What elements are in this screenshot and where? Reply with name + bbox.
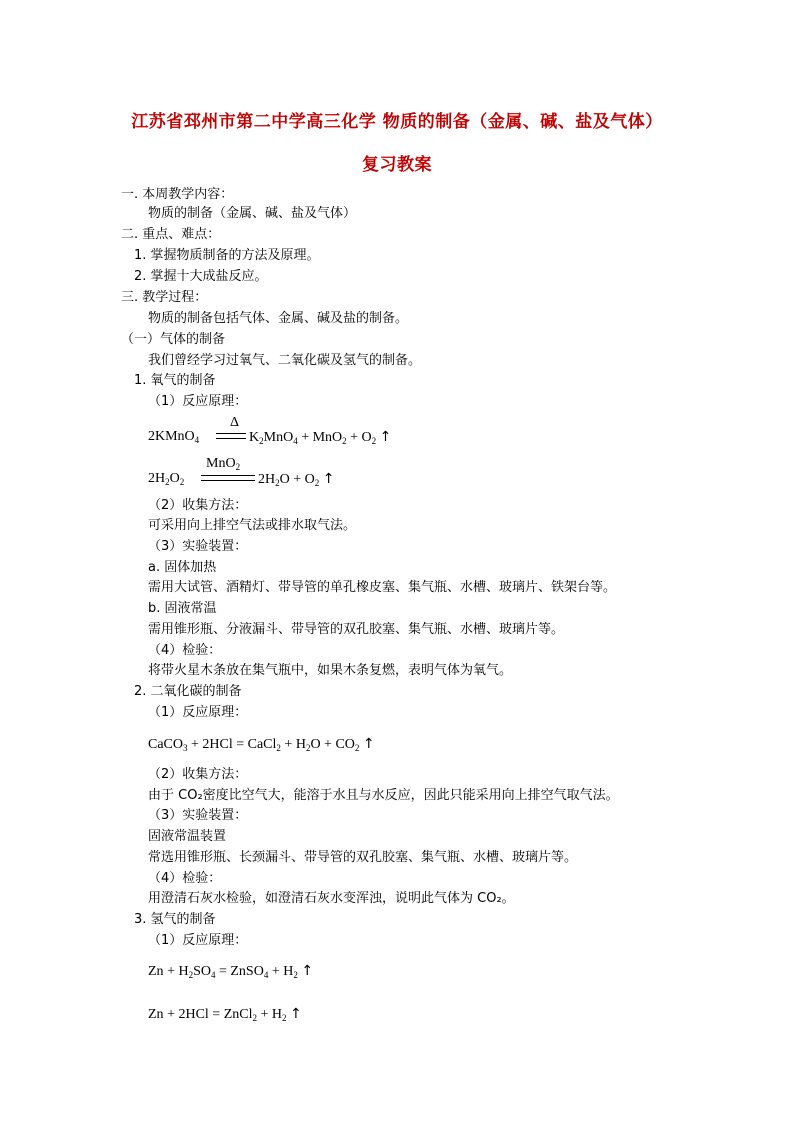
- paragraph: （2）收集方法：: [148, 498, 248, 513]
- paragraph: 需用大试管、酒精灯、带导管的单孔橡皮塞、集气瓶、水槽、玻璃片、铁架台等。: [148, 580, 617, 595]
- paragraph: （1）反应原理：: [148, 394, 248, 409]
- equation-text: 2KMnO: [148, 429, 195, 444]
- equation-text: K: [249, 430, 260, 445]
- paragraph: 用澄清石灰水检验，如澄清石灰水变浑浊，说明此气体为 CO₂。: [148, 891, 515, 906]
- equation-text: CaCO: [148, 737, 183, 752]
- equals-double-line: [216, 433, 246, 439]
- list-item: 3. 氢气的制备: [134, 912, 216, 927]
- reaction-condition-heat: Δ: [230, 415, 240, 430]
- reaction-condition-catalyst: MnO$_2$: [206, 456, 241, 472]
- paragraph: （4）检验：: [148, 643, 222, 658]
- title-line-2: 复习教案: [362, 155, 432, 175]
- paragraph: 固液常温装置: [148, 829, 227, 844]
- list-item: 2. 掌握十大成盐反应。: [134, 269, 268, 284]
- paragraph: （1）反应原理：: [148, 933, 248, 948]
- equation-text: Zn: [148, 1007, 164, 1022]
- gas-up-arrow-icon: ↑: [379, 429, 392, 445]
- paragraph: （3）实验装置：: [148, 539, 248, 554]
- equals-double-line: [201, 475, 255, 481]
- section-heading: 三. 教学过程：: [121, 290, 208, 305]
- paragraph: b. 固液常温: [148, 601, 217, 616]
- paragraph: 物质的制备包括气体、金属、碱及盐的制备。: [148, 311, 409, 326]
- section-heading: 一. 本周教学内容：: [121, 187, 234, 202]
- title-line-1: 江苏省邳州市第二中学高三化学 物质的制备（金属、碱、盐及气体）: [131, 112, 663, 132]
- subsection-heading: （一）气体的制备: [121, 332, 226, 347]
- paragraph: 我们曾经学习过氧气、二氧化碳及氢气的制备。: [148, 353, 422, 368]
- equation-text: MnO: [206, 456, 236, 471]
- paragraph: （2）收集方法：: [148, 767, 248, 782]
- equation-rhs: $2H_2O + O_2$ ↑: [258, 471, 335, 488]
- equation-text: Zn: [148, 964, 164, 979]
- equation-text: 2H: [148, 471, 166, 486]
- paragraph: 物质的制备（金属、碱、盐及气体）: [148, 206, 357, 221]
- gas-up-arrow-icon: ↑: [301, 963, 314, 979]
- gas-up-arrow-icon: ↑: [362, 736, 375, 752]
- paragraph: 由于 CO₂密度比空气大，能溶于水且与水反应，因此只能采用向上排空气取气法。: [148, 788, 619, 803]
- paragraph: （1）反应原理：: [148, 705, 248, 720]
- paragraph: 需用锥形瓶、分液漏斗、带导管的双孔胶塞、集气瓶、水槽、玻璃片等。: [148, 622, 565, 637]
- equation-full: Zn + 2HCl = ZnCl$_2$ + $H_2$ ↑: [148, 1006, 302, 1023]
- list-item: 1. 氧气的制备: [134, 373, 216, 388]
- paragraph: （3）实验装置：: [148, 808, 248, 823]
- paragraph: 常选用锥形瓶、长颈漏斗、带导管的双孔胶塞、集气瓶、水槽、玻璃片等。: [148, 850, 578, 865]
- equation-lhs: $2H_2O_2$: [148, 471, 185, 487]
- list-item: 2. 二氧化碳的制备: [134, 684, 242, 699]
- paragraph: （4）检验：: [148, 871, 222, 886]
- equation-rhs: $K_2MnO_4 + MnO_2 + O_2$ ↑: [249, 429, 392, 446]
- gas-up-arrow-icon: ↑: [322, 471, 335, 487]
- paragraph: a. 固体加热: [148, 560, 217, 575]
- equation-lhs: 2KMnO$_4$: [148, 429, 200, 445]
- gas-up-arrow-icon: ↑: [290, 1006, 302, 1022]
- paragraph: 将带火星木条放在集气瓶中，如果木条复燃，表明气体为氧气。: [148, 663, 513, 678]
- paragraph: 可采用向上排空气法或排水取气法。: [148, 518, 357, 533]
- equation-full: CaCO$_3$ + 2HCl = CaCl$_2$ + $H_2O + CO_2$ ↑: [148, 736, 375, 753]
- list-item: 1. 掌握物质制备的方法及原理。: [134, 248, 320, 263]
- equation-full: $Zn + H_2SO_4$ = ZnSO$_4$ + $H_2$ ↑: [148, 963, 314, 980]
- section-heading: 二. 重点、难点：: [121, 227, 221, 242]
